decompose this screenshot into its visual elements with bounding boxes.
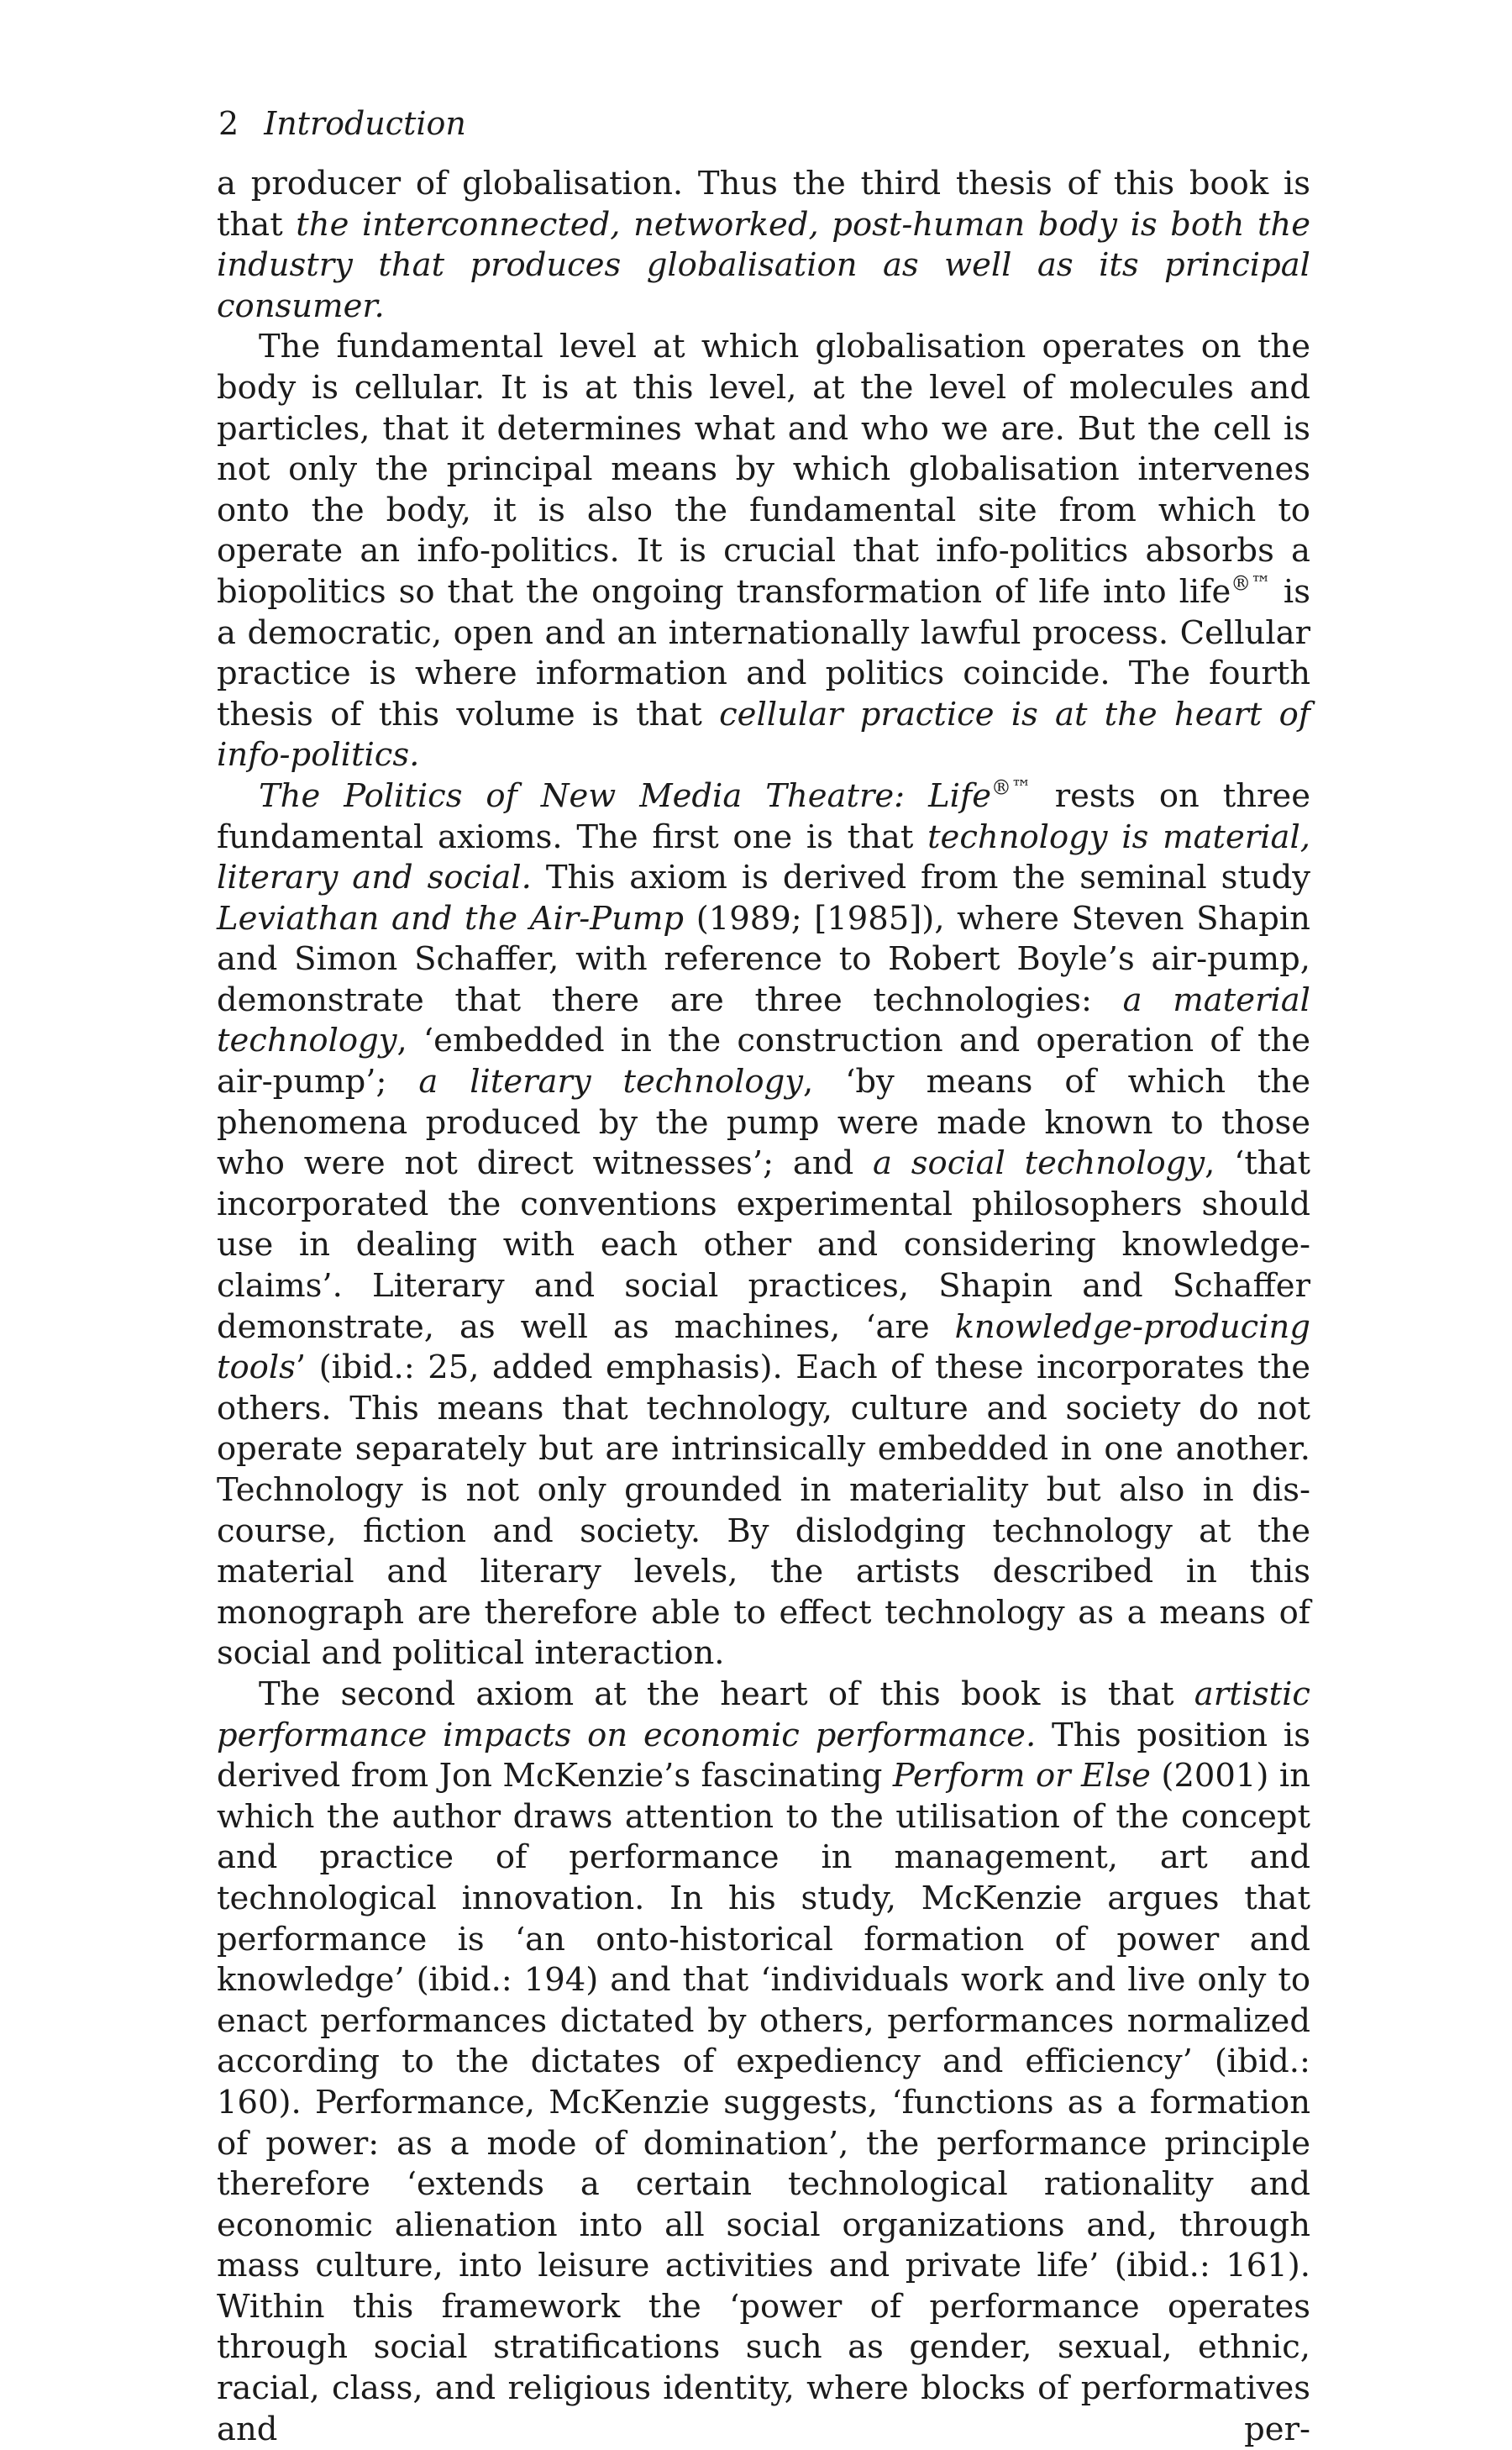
text-run: rests on three fundamental axioms. The first one is that <box>217 776 1311 856</box>
body-text <box>217 164 1310 2450</box>
italic-text: Leviathan and the Air-Pump <box>217 899 685 938</box>
text-run: , ‘by means of which the phenomena produced by the pump were made known to those who were not direct witnesses’; and <box>217 1063 1310 1183</box>
text-run: is a democratic, open and an internationally lawful process. Cellular practice is where information and politics coincide. The fourth thesis of this volume is that <box>217 572 1311 733</box>
italic-text: Perform or Else <box>892 1757 1151 1795</box>
text-run: This position is derived from Jon McKenzie’s fascinating <box>217 1716 1310 1795</box>
text-run: , ‘that incorporated the conventions experimental philosophers should use in dealing with each other and considering knowledge-claims’. Literary and social practices, Shapin and Schaffer demonstrate, as well as machines, ‘are <box>217 1144 1311 1346</box>
text-run: The second axiom at the heart of this book is that <box>259 1675 1194 1713</box>
italic-text: The Politics of New Media Theatre: Life <box>259 776 992 815</box>
italic-text: knowledge-producing tools <box>217 1307 1310 1387</box>
italic-text: a material technology <box>217 981 1310 1060</box>
italic-text: technology is material, literary and social. <box>217 818 1311 897</box>
italic-text: artistic performance impacts on economic performance. <box>217 1675 1310 1754</box>
text-run: (2001) in which the author draws attention to the utilisation of the concept and practice of performance in management, art and technological innovation. In his study, McKenzie argues that performance is ‘an onto-historical formation of power and knowledge’ (ibid.: 194) and that ‘individuals work and live only to enact performances dictated by others, performances normalized according to the dictates of expediency and efficiency’ (ibid.: 160). Performance, McKenzie suggests, ‘functions as a formation of power: as a mode of domination’, the performance principle therefore ‘extends a certain technological rationality and economic alienation into all social organizations and, through mass culture, into leisure activities and private life’ (ibid.: 161). Within this framework the ‘power of performance operates through social stratifications such as gender, sexual, ethnic, racial, class, and religious identity, where blocks of performatives and per- <box>217 1757 1310 2448</box>
page-number: 2 <box>218 105 239 142</box>
text-run: , ‘embedded in the construction and operation of the air-pump’; <box>217 1022 1310 1101</box>
italic-text: a literary technology <box>418 1063 803 1101</box>
italic-text: a social technology <box>873 1144 1205 1183</box>
italic-text: the interconnected, networked, post-human body is both the industry that produces globalisation as well as its principal consumer. <box>217 205 1311 325</box>
paragraph-3 <box>217 776 1310 1675</box>
paragraph-1 <box>217 164 1310 327</box>
paragraph-4 <box>217 1675 1310 2450</box>
text-run: ’ (ibid.: 25, added emphasis). Each of these incorporates the others. This means that technology, culture and society do not operate separately but are intrinsically embedded in one another. Technology is not only grounded in materiality but also in discourse, fiction and society. By dislodging technology at the material and literary levels, the artists described in this monograph are therefore able to effect technology as a means of social and political interaction. <box>217 1349 1310 1673</box>
running-header <box>218 105 466 142</box>
running-title: Introduction <box>264 105 466 142</box>
text-run: The fundamental level at which globalisation operates on the body is cellular. It is at this level, at the level of molecules and particles, that it determines what and who we are. But the cell is not only the principal means by which globalisation intervenes onto the body, it is also the fundamental site from which to operate an info-politics. It is crucial that info-politics absorbs a biopolitics so that the ongoing transformation of life into life <box>217 328 1310 611</box>
trademark-symbol: ®™ <box>1231 571 1271 596</box>
text-run: (1989; [1985]), where Steven Shapin and Simon Schaffer, with reference to Robert Boyle’s air-pump, demonstrate that there are three technologies: <box>217 899 1310 1019</box>
text-run: This axiom is derived from the seminal study <box>531 859 1310 897</box>
paragraph-2 <box>217 327 1310 776</box>
italic-text: cellular practice is at the heart of info-politics. <box>217 695 1310 775</box>
trademark-symbol: ®™ <box>991 775 1032 800</box>
text-run: a producer of globalisation. Thus the third thesis of this book is that <box>217 165 1310 244</box>
